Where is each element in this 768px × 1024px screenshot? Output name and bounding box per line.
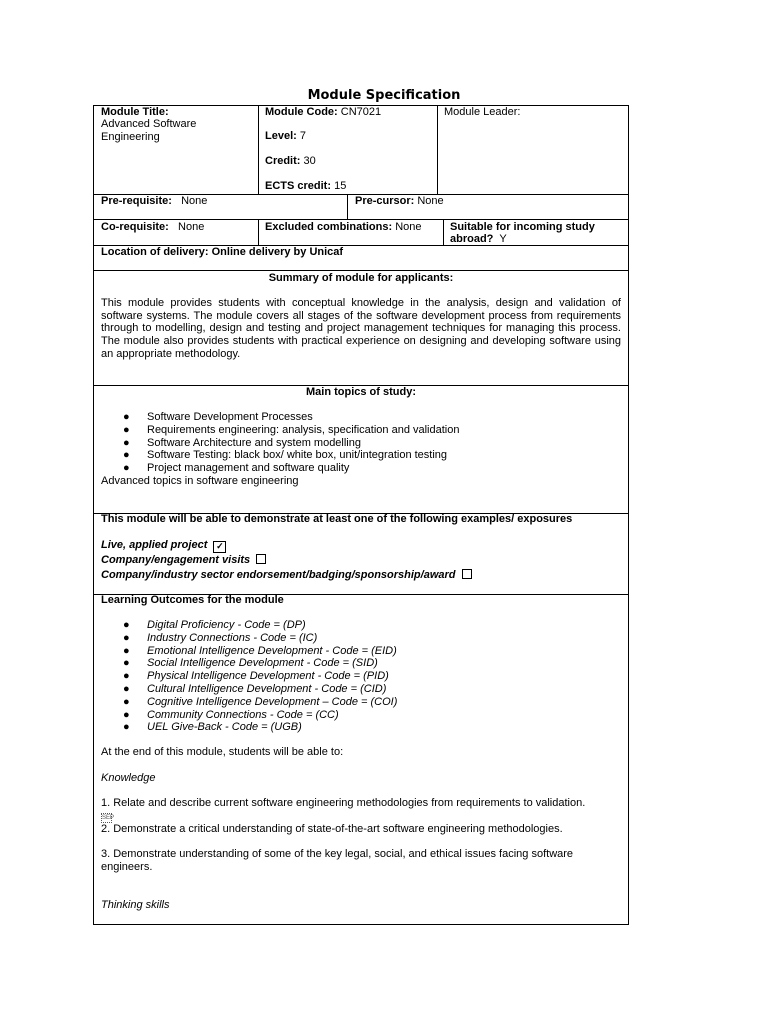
knowledge-label: Knowledge (101, 772, 156, 784)
credit-field (265, 155, 316, 168)
ects-field (265, 180, 346, 193)
row-divider (93, 270, 629, 271)
list-item: ● UEL Give-Back - Code = (UGB) (123, 721, 302, 734)
list-item: ● Software Architecture and system modelling (123, 436, 361, 449)
module-code-field (265, 106, 381, 119)
knowledge-outcome-3: 3. Demonstrate understanding of some of the key legal, social, and ethical issues facing software engineers. (101, 848, 574, 873)
suitable-abroad-label-line2: abroad? (450, 233, 494, 245)
module-title-label: Module Title: (101, 106, 169, 118)
precursor-field (355, 195, 444, 208)
unchecked-checkbox-icon (256, 554, 266, 564)
ects-value: 15 (334, 180, 347, 192)
row-divider (93, 219, 629, 220)
topics-heading: Main topics of study: (306, 386, 416, 398)
outcomes-heading: Learning Outcomes for the module (101, 594, 284, 606)
list-item: ● Requirements engineering: analysis, specification and validation (123, 423, 460, 436)
cell-divider (258, 219, 259, 245)
exposure-option-live-project (101, 539, 226, 553)
precursor-label: Pre-cursor: (355, 195, 415, 207)
list-item: ● Community Connections - Code = (CC) (123, 708, 339, 721)
excluded-combinations-field (265, 221, 422, 234)
prerequisite-field (101, 195, 207, 208)
prerequisite-value: None (181, 195, 208, 207)
cell-divider (258, 105, 259, 194)
embedded-glyph-icon: SEP (102, 815, 115, 821)
list-item: ● Software Testing: black box/ white box, unit/integration testing (123, 449, 448, 462)
excluded-value: None (395, 221, 422, 233)
exposure-option-label: Company/engagement visits (101, 554, 251, 566)
list-item: ● Digital Proficiency - Code = (DP) (123, 619, 306, 631)
module-code-value: CN7021 (340, 106, 382, 118)
module-leader-label: Module Leader: (444, 106, 521, 118)
cell-divider (347, 194, 348, 219)
summary-text: This module provides students with conceptual knowledge in the analysis, design and validation of software systems. The module covers all stages of the software development process from requirements through to modelling, design and testing and project management techniques for managing this process. The module also provides students with practical experience on designing and developing software using an appropriate methodology. (101, 297, 621, 360)
exposure-option-company-visits (101, 554, 266, 567)
list-item: ● Physical Intelligence Development - Code = (PID) (123, 670, 389, 683)
level-value: 7 (299, 130, 306, 142)
suitable-abroad-label-line1: Suitable for incoming study (450, 221, 595, 233)
knowledge-outcome-1: 1. Relate and describe current software engineering methodologies from requirements to validation. (101, 797, 586, 809)
credit-value: 30 (303, 155, 316, 167)
suitable-abroad-field (450, 233, 507, 246)
corequisite-field (101, 221, 204, 234)
exposure-option-label: Company/industry sector endorsement/badging/sponsorship/award (101, 569, 456, 581)
exposure-option-industry-endorsement (101, 569, 472, 582)
level-field (265, 130, 306, 143)
list-item: ● Social Intelligence Development - Code = (SID) (123, 657, 378, 670)
module-code-label: Module Code: (265, 106, 338, 118)
list-item: ● Emotional Intelligence Development - Code = (EID) (123, 644, 397, 657)
list-item: ● Cognitive Intelligence Development – Code = (COI) (123, 695, 398, 708)
checked-checkbox-icon: ✓ (213, 541, 226, 553)
list-item: ● Industry Connections - Code = (IC) (123, 631, 318, 644)
precursor-value: None (417, 195, 444, 207)
summary-heading: Summary of module for applicants: (268, 272, 454, 284)
outcomes-list (101, 619, 397, 734)
cell-divider (437, 105, 438, 194)
list-item: ● Project management and software quality (123, 462, 350, 475)
knowledge-outcome-2: 2. Demonstrate a critical understanding of state-of-the-art software engineering methodologies. (101, 823, 563, 835)
exposures-heading: This module will be able to demonstrate at least one of the following examples/ exposures (101, 513, 573, 525)
module-title-line1: Advanced Software (101, 118, 197, 130)
document-title: Module Specification (307, 88, 461, 103)
ects-label: ECTS credit: (265, 180, 332, 192)
unchecked-checkbox-icon (462, 569, 472, 579)
outcomes-intro: At the end of this module, students will be able to: (101, 746, 344, 758)
credit-label: Credit: (265, 155, 301, 167)
level-label: Level: (265, 130, 297, 142)
corequisite-value: None (178, 221, 205, 233)
module-title-line2: Engineering (101, 131, 160, 143)
list-item: ● Cultural Intelligence Development - Code = (CID) (123, 682, 387, 695)
topics-extra: Advanced topics in software engineering (101, 475, 299, 487)
thinking-skills-label: Thinking skills (101, 899, 170, 911)
exposure-option-label: Live, applied project (101, 539, 208, 551)
corequisite-label: Co-requisite: (101, 221, 169, 233)
list-item: ● Software Development Processes (123, 411, 313, 423)
cell-divider (443, 219, 444, 245)
topics-list (101, 411, 459, 475)
location-of-delivery: Location of delivery: Online delivery by Unicaf (101, 246, 344, 258)
prerequisite-label: Pre-requisite: (101, 195, 172, 207)
excluded-label: Excluded combinations: (265, 221, 393, 233)
suitable-abroad-value: Y (499, 233, 507, 245)
